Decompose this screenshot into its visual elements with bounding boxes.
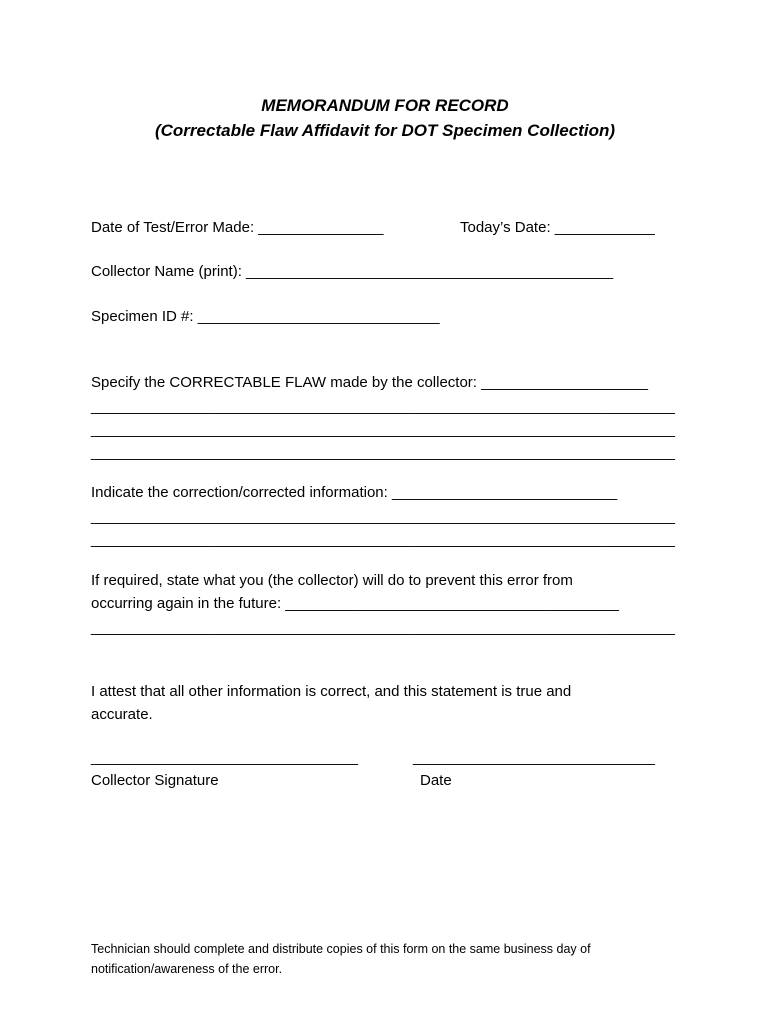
form-title: MEMORANDUM FOR RECORD bbox=[261, 96, 509, 115]
footer-note: Technician should complete and distribute copies of this form on the same business day of bbox=[91, 942, 591, 956]
correction-field[interactable]: Indicate the correction/corrected information: ___________________________ bbox=[91, 484, 618, 501]
form-subtitle: (Correctable Flaw Affidavit for DOT Specimen Collection) bbox=[154, 121, 615, 140]
correction-blank-line[interactable]: ______________________________________________________________________ bbox=[91, 508, 675, 525]
flaw-blank-line[interactable]: ______________________________________________________________________ bbox=[91, 444, 675, 461]
signature-date-line[interactable]: _____________________________ bbox=[413, 749, 655, 766]
prevention-blank-line[interactable]: ______________________________________________________________________ bbox=[91, 619, 675, 636]
collector-signature-label: Collector Signature bbox=[91, 772, 219, 789]
correctable-flaw-field[interactable]: Specify the CORRECTABLE FLAW made by the collector: ____________________ bbox=[91, 374, 648, 391]
specimen-id-field[interactable]: Specimen ID #: _____________________________ bbox=[91, 308, 440, 325]
attest-statement: I attest that all other information is correct, and this statement is true and bbox=[91, 683, 572, 700]
todays-date-field[interactable]: Today’s Date: ____________ bbox=[460, 219, 655, 236]
date-of-test-field[interactable]: Date of Test/Error Made: _______________ bbox=[91, 219, 384, 236]
signature-date-label: Date bbox=[420, 772, 452, 789]
correction-blank-line[interactable]: ______________________________________________________________________ bbox=[91, 531, 675, 548]
prevention-field[interactable]: occurring again in the future: ________________________________________ bbox=[91, 595, 619, 612]
collector-name-field[interactable]: Collector Name (print): ____________________________________________ bbox=[91, 263, 614, 280]
prevention-prompt: If required, state what you (the collector) will do to prevent this error from bbox=[91, 572, 573, 589]
collector-signature-line[interactable]: ________________________________ bbox=[91, 749, 358, 766]
flaw-blank-line[interactable]: ______________________________________________________________________ bbox=[91, 398, 675, 415]
footer-note-cont: notification/awareness of the error. bbox=[91, 962, 283, 976]
flaw-blank-line[interactable]: ______________________________________________________________________ bbox=[91, 421, 675, 438]
attest-statement-cont: accurate. bbox=[91, 706, 153, 723]
